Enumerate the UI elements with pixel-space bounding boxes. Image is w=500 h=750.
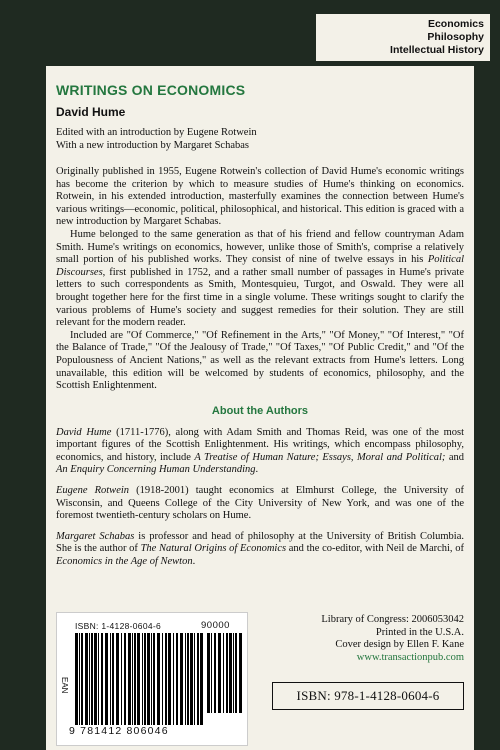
subject-label: Economics — [427, 18, 484, 30]
barcode-addon-bars — [207, 633, 243, 713]
cover-design-credit: Cover design by Ellen F. Kane — [335, 639, 464, 650]
author-bio — [56, 427, 464, 477]
bio-text: (1918-2001) taught economics at Elmhurst College, the University of Wisconsin, and Queens College of the City University of New York, and was one of the foremost twentieth-century scholars on Hume. — [56, 485, 464, 522]
description-paragraph: Hume belonged to the same generation as that of his friend and fellow countryman Adam Smith. Hume's writings on economics, however, unlike those of Smith's, comprise a relatively small portion of his published works. They consist of nine of twelve essays in his Political Discourses, first published in 1752, and a rather small number of passages in Hume's private letters to such correspondents as Smith, Montesquieu, Turgot, and Oswald. They were all brought together here for the first time in a single volume. These writings sought to clarify the various problems of Hume's society and suggest remedies for their solution. They are still relevant for the modern reader. — [56, 228, 464, 329]
bio-work: Economics in the Age of Newton — [56, 556, 193, 568]
publisher-url: www.transactionpub.com — [356, 651, 464, 663]
bio-text: and — [445, 451, 464, 463]
description-paragraph: Originally published in 1955, Eugene Rotwein's collection of David Hume's economic writings has become the criterion by which to measure studies of Hume's thinking on economics. Rotwein, in his extended introduction, masterfully examines the connection between Hume's various writings—economic, political, philosophical, and historical. This edition is graced with a new introduction by Margaret Schabas. — [56, 166, 464, 228]
isbn-13-box: ISBN: 978-1-4128-0604-6 — [272, 682, 464, 710]
bio-text: . — [192, 556, 196, 568]
barcode-isbn-label: ISBN: 1-4128-0604-6 — [75, 621, 162, 631]
introducer-bio — [56, 531, 464, 569]
printed-in: Printed in the U.S.A. — [375, 626, 464, 638]
bio-work: The Natural Origins of Economics — [140, 543, 287, 555]
barcode-ean-label: EAN — [60, 677, 69, 694]
barcode — [56, 612, 248, 746]
book-reference: Political Discourses — [56, 254, 464, 278]
bio-text: is professor and head of philosophy at the University of British Columbia. She is the author of — [56, 530, 464, 555]
barcode-price-code: 90000 — [201, 620, 230, 631]
editor-line: Edited with an introduction by Eugene Rotwein — [56, 127, 257, 138]
bio-name: David Hume — [56, 426, 112, 438]
book-author: David Hume — [56, 105, 126, 119]
bio-name: Margaret Schabas — [56, 530, 135, 542]
bio-text: and the co-editor, with Neil de Marchi, of — [286, 543, 464, 555]
description-paragraph: Included are "Of Commerce," "Of Refinement in the Arts," "Of Money," "Of Interest," "Of the Balance of Trade," "Of the Jealousy of Trade," "Of Taxes," "Of Public Credit," and "Of the Populousness of Ancient Nations," as well as the relevant extracts from Hume's letters. Long unavailable, this edition will be welcomed by students of economics, philosophy, and the Scottish Enlightenment. — [56, 329, 464, 392]
subject-label: Intellectual History — [390, 44, 484, 56]
book-title: WRITINGS ON ECONOMICS — [56, 82, 246, 98]
bio-text: . — [255, 464, 259, 476]
subject-label: Philosophy — [427, 31, 484, 43]
subject-categories — [316, 14, 490, 61]
bio-name: Eugene Rotwein — [56, 485, 130, 497]
publication-info — [321, 614, 464, 664]
barcode-bars — [75, 633, 203, 729]
bio-work: A Treatise of Human Nature; Essays, Moral and Political; — [194, 451, 446, 463]
barcode-digits: 9 781412 806046 — [69, 725, 169, 737]
editor-bio — [56, 485, 464, 523]
editor-credits — [56, 126, 464, 152]
about-authors-heading: About the Authors — [211, 404, 309, 417]
bio-text: (1711-1776), along with Adam Smith and Thomas Reid, was one of the most important figures of the Scottish Enlightenment. His writings, which encompass philosophy, economics, and history, include — [56, 426, 464, 463]
book-description — [56, 166, 464, 393]
bio-work: An Enquiry Concerning Human Understanding — [56, 464, 256, 476]
back-cover-panel — [46, 66, 474, 750]
library-of-congress: Library of Congress: 2006053042 — [321, 614, 464, 625]
editor-line: With a new introduction by Margaret Schabas — [56, 140, 249, 151]
